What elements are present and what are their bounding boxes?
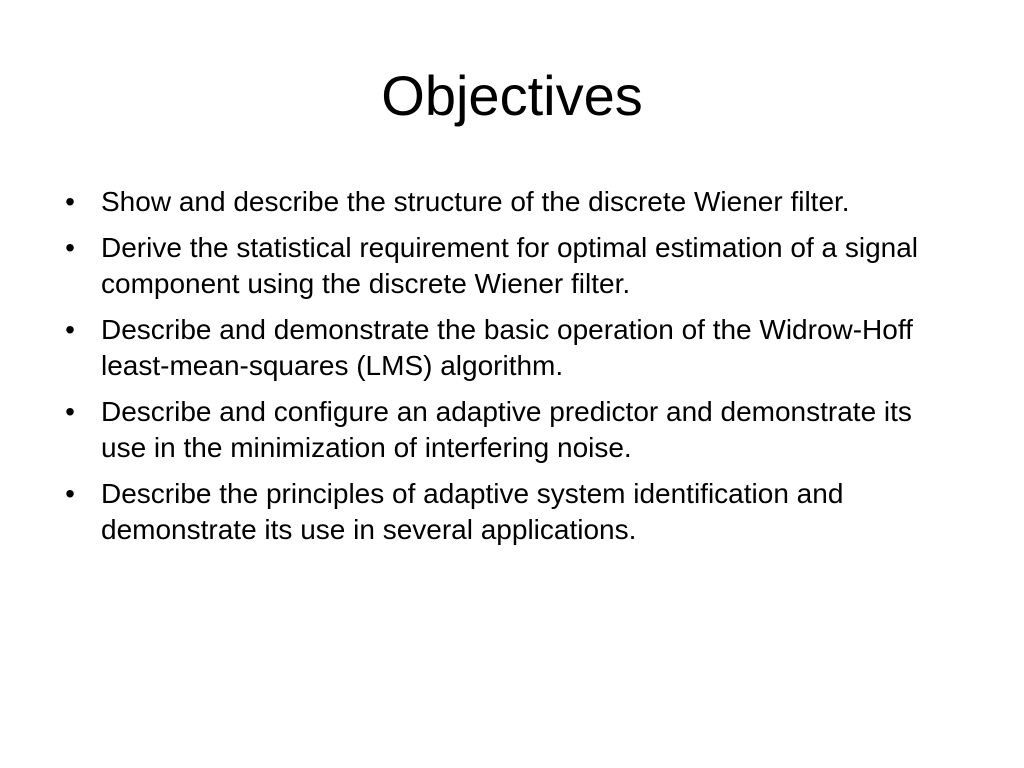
bullet-text: Describe and configure an adaptive predictor and demonstrate its use in the minimization of interfering noise. [101,396,912,463]
bullet-item [56,184,956,220]
bullet-text: Show and describe the structure of the discrete Wiener filter. [101,186,850,217]
bullet-dot-icon: • [65,232,75,263]
bullet-item [56,230,956,302]
bullet-dot-icon: • [65,314,75,345]
bullet-item [56,476,956,548]
bullet-text: Derive the statistical requirement for optimal estimation of a signal component using the discrete Wiener filter. [101,232,919,299]
bullet-text: Describe the principles of adaptive system identification and demonstrate its use in several applications. [101,478,844,545]
bullet-dot-icon: • [65,478,75,509]
bullet-dot-icon: • [65,186,75,217]
slide-title: Objectives [381,64,643,127]
bullet-item [56,312,956,384]
bullet-item [56,394,956,466]
bullet-list [56,184,956,558]
bullet-text: Describe and demonstrate the basic operation of the Widrow-Hoff least-mean-squares (LMS) algorithm. [101,314,913,381]
bullet-dot-icon: • [65,396,75,427]
